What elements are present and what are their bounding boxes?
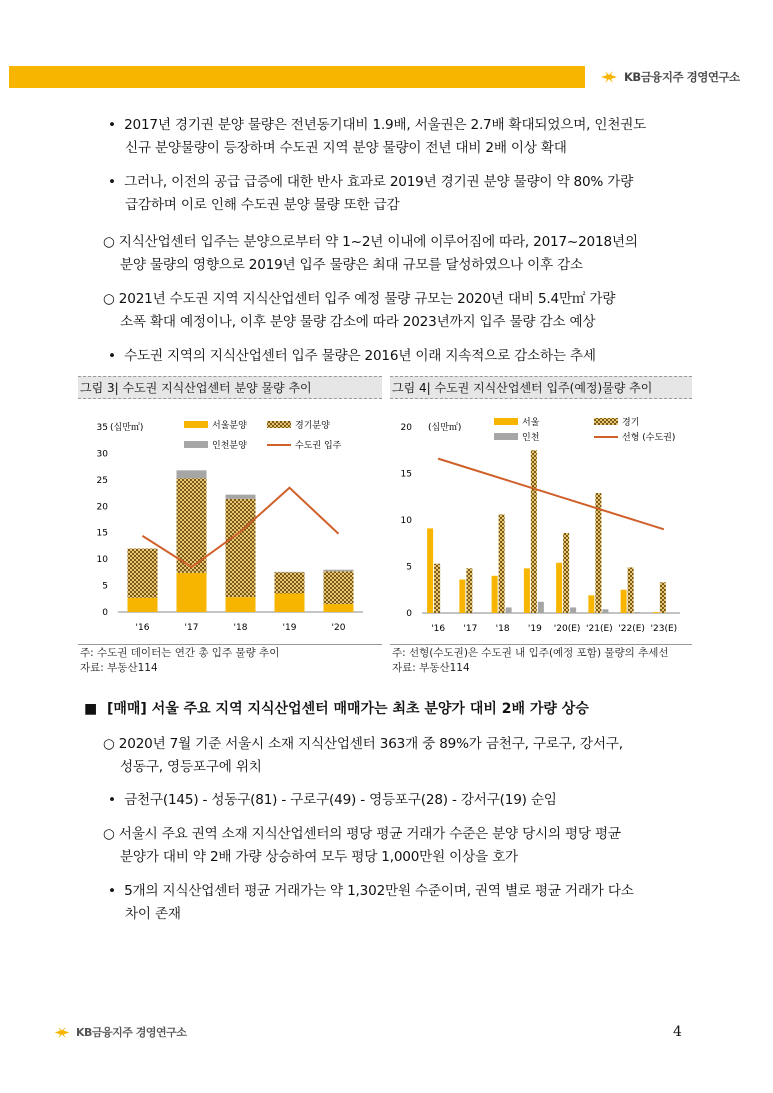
circle-paragraph: ○ 서울시 주요 권역 소재 지식산업센터의 평당 평균 거래가 수준은 분양 당시의 평당 평균 분양가 대비 약 2배 가량 상승하여 모두 평당 1,000만원 이상을 호가 — [103, 826, 621, 865]
y-tick-label: 0 — [406, 609, 412, 619]
bar-segment — [177, 470, 207, 478]
page-number: 4 — [673, 1024, 682, 1040]
bar — [653, 612, 659, 613]
x-tick-label: '16 — [431, 624, 446, 634]
bar — [621, 590, 627, 613]
y-tick-label: 5 — [406, 562, 412, 573]
y-tick-label: 20 — [400, 423, 412, 433]
circle-paragraph: ○ 2020년 7월 기준 서울시 소재 지식산업센터 363개 중 89%가 금천구, 구로구, 강서구, 성동구, 영등포구에 위치 — [103, 736, 623, 775]
legend-label: 인천 — [522, 433, 540, 443]
section-heading: ■ [매매] 서울 주요 지역 지식산업센터 매매가는 최초 분양가 대비 2배 가량 상승 — [84, 701, 589, 717]
bar — [538, 602, 544, 613]
legend-label: 서울 — [522, 418, 540, 428]
bar — [506, 607, 512, 613]
bullet-paragraph: • 그러나, 이전의 공급 급증에 대한 반사 효과로 2019년 경기권 분양 물량이 약 80% 가량 급감하며 이로 인해 수도권 분양 물량 또한 급감 — [108, 174, 634, 213]
bar-segment — [226, 597, 256, 612]
circle-paragraph: ○ 지식산업센터 입주는 분양으로부터 약 1~2년 이내에 이루어짐에 따라, 2017~2018년의 분양 물량의 영향으로 2019년 입주 물량은 최대 규모를 달성하였으나 이후 감소 — [103, 234, 638, 273]
x-tick-label: '17 — [463, 624, 478, 634]
legend-swatch-gyeonggi — [267, 421, 291, 428]
legend-swatch-incheon — [494, 433, 518, 440]
bar-segment — [226, 499, 256, 597]
bullet-paragraph: • 5개의 지식산업센터 평균 거래가는 약 1,302만원 수준이며, 권역 별로 평균 거래가 다소 차이 존재 — [108, 883, 634, 922]
bullet-paragraph: • 2017년 경기권 분양 물량은 전년동기대비 1.9배, 서울권은 2.7배 확대되었으며, 인천권도 신규 분양물량이 등장하며 수도권 지역 분양 물량이 전년 대비 2배 이상 확대 — [108, 117, 647, 156]
y-tick-label: 20 — [96, 502, 108, 513]
legend-swatch-incheon — [184, 441, 208, 448]
bar-segment — [177, 573, 207, 612]
bar — [570, 607, 576, 613]
y-tick-label: 15 — [96, 528, 108, 539]
x-tick-label: '18 — [233, 623, 248, 633]
bar-segment — [275, 572, 305, 573]
bar — [427, 528, 433, 613]
bullet-paragraph: • 수도권 지역의 지식산업센터 입주 물량은 2016년 이래 지속적으로 감소하는 추세 — [108, 348, 596, 364]
y-tick-label: 5 — [102, 581, 108, 592]
bullet-paragraph: • 금천구(145) - 성동구(81) - 구로구(49) - 영등포구(28) - 강서구(19) 순임 — [108, 792, 557, 808]
figure4-chart — [390, 405, 692, 642]
figure3-chart — [78, 405, 382, 642]
figure3-source: 자료: 부동산114 — [80, 662, 158, 674]
bar — [466, 568, 472, 613]
bar-segment — [324, 570, 354, 572]
figure4-source: 자료: 부동산114 — [392, 662, 470, 674]
figure4-title: 그림 4| 수도권 지식산업센터 입주(예정)물량 추이 — [390, 376, 692, 399]
x-tick-label: '22(E) — [618, 624, 645, 634]
bar — [602, 609, 608, 613]
bar — [635, 612, 641, 613]
figure4-note: 주: 선형(수도권)은 수도권 내 입주(예정 포함) 물량의 추세선 — [392, 647, 669, 659]
bar — [531, 450, 537, 613]
chart-unit: (십만㎡) — [110, 423, 144, 433]
x-tick-label: '20(E) — [553, 624, 581, 634]
bar-segment — [226, 495, 256, 499]
figure3-note: 주: 수도권 데이터는 연간 총 입주 물량 추이 — [80, 647, 280, 659]
bar-segment — [275, 594, 305, 613]
bar — [434, 564, 440, 613]
y-tick-label: 25 — [96, 475, 108, 486]
bar — [595, 493, 601, 613]
bar — [563, 533, 569, 613]
legend-label: 서울분양 — [212, 421, 247, 431]
bar — [628, 567, 634, 613]
y-tick-label: 15 — [400, 469, 412, 480]
legend-label: 인천분양 — [212, 441, 247, 451]
y-tick-label: 30 — [96, 449, 108, 460]
figure4-bottom-rule — [390, 644, 692, 645]
y-tick-label: 35 — [96, 423, 108, 433]
header-brand: KB금융지주 경영연구소 — [588, 66, 764, 88]
bar — [660, 582, 666, 613]
legend-swatch-gyeonggi — [594, 418, 618, 425]
legend-swatch-seoul — [184, 421, 208, 428]
x-tick-label: '20 — [331, 623, 346, 633]
kb-star-logo-icon — [52, 1026, 72, 1039]
kb-star-logo-icon — [598, 70, 620, 84]
x-tick-label: '19 — [282, 623, 297, 633]
legend-label: 수도권 입주 — [295, 441, 342, 451]
y-tick-label: 0 — [102, 608, 108, 618]
header-accent-bar — [9, 66, 585, 88]
y-tick-label: 10 — [400, 516, 412, 526]
legend-label: 선형 (수도권) — [622, 433, 676, 443]
x-tick-label: '19 — [527, 624, 542, 634]
figure3-bottom-rule — [78, 644, 382, 645]
legend-swatch-seoul — [494, 418, 518, 425]
bar-segment — [128, 549, 158, 598]
bar — [588, 595, 594, 613]
circle-paragraph: ○ 2021년 수도권 지역 지식산업센터 입주 예정 물량 규모는 2020년 대비 5.4만㎡ 가량 소폭 확대 예정이나, 이후 분양 물량 감소에 따라 2023년까지 입주 물량 감소 예상 — [103, 291, 616, 330]
x-tick-label: '18 — [495, 624, 510, 634]
legend-label: 경기분양 — [295, 421, 330, 431]
figure3-title: 그림 3| 수도권 지식산업센터 분양 물량 추이 — [78, 376, 382, 399]
chart-unit: (십만㎡) — [428, 423, 462, 433]
bar-segment — [324, 604, 354, 612]
bar — [459, 580, 465, 613]
x-tick-label: '23(E) — [650, 624, 678, 634]
bar — [524, 568, 530, 613]
bar — [556, 563, 562, 613]
bar — [492, 576, 498, 613]
bar-segment — [128, 598, 158, 612]
bar-segment — [275, 572, 305, 593]
bar — [499, 514, 505, 613]
x-tick-label: '16 — [135, 623, 150, 633]
trend-line — [438, 459, 664, 530]
y-tick-label: 10 — [96, 555, 108, 566]
x-tick-label: '17 — [184, 623, 199, 633]
legend-label: 경기 — [622, 418, 640, 428]
footer-brand: KB금융지주 경영연구소 — [52, 1024, 186, 1040]
bar-segment — [324, 571, 354, 604]
x-tick-label: '21(E) — [586, 624, 613, 634]
